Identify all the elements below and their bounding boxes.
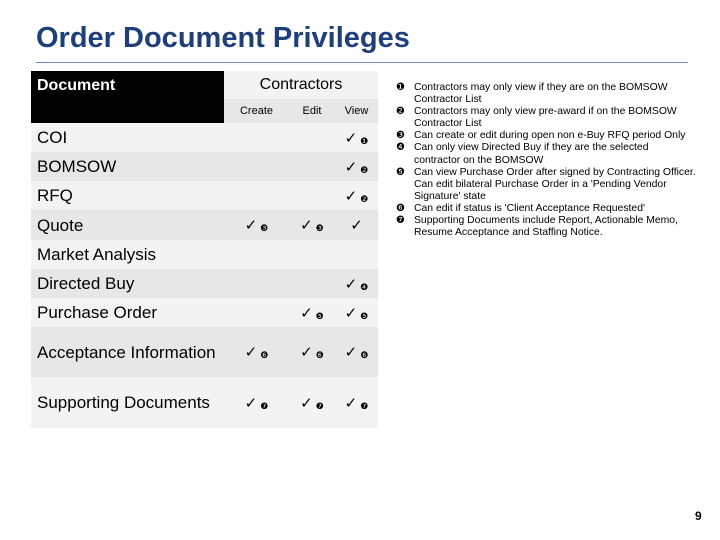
check-icon: ✓: [344, 157, 358, 176]
header-contractors: Contractors: [224, 71, 378, 99]
check-icon: ✓: [300, 303, 313, 322]
table-row: [31, 123, 378, 152]
check-icon: ✓: [300, 393, 313, 412]
row-label: Purchase Order: [31, 298, 224, 327]
create-check: ✓ ❼: [224, 377, 289, 428]
page-number: 9: [695, 509, 702, 523]
view-check: ✓ ❶: [335, 123, 378, 152]
page-title: Order Document Privileges: [36, 22, 410, 54]
check-icon: ✓: [300, 216, 313, 234]
note-number-icon: ❼: [396, 215, 405, 227]
note-number-icon: ❶: [396, 82, 405, 93]
edit-check: ✓ ❼: [289, 377, 335, 428]
note-number-icon: ❹: [396, 142, 405, 154]
check-icon: ✓: [344, 303, 358, 322]
check-icon: ✓: [344, 128, 358, 147]
list-item: ❻ Can edit if status is 'Client Acceptance Requested': [396, 202, 645, 214]
create-check: ✓ ❻: [224, 327, 289, 377]
check-icon: ✓: [344, 393, 358, 412]
row-label: RFQ: [31, 181, 224, 210]
row-label: Market Analysis: [31, 240, 224, 269]
list-item: ❶ Contractors may only view if they are on the BOMSOW Contractor List: [396, 82, 668, 106]
list-item: ❺ Can view Purchase Order after signed by Contracting Officer. Can edit bilateral Purchase Order in a 'Pending Vendor Signature' state: [396, 166, 696, 202]
check-icon: ✓: [344, 343, 358, 361]
check-icon: ✓: [344, 186, 358, 205]
row-label: Quote: [31, 210, 224, 240]
title-divider: [36, 62, 688, 63]
note-number-icon: ❷: [396, 106, 405, 118]
table-row: [31, 377, 378, 428]
header-document-spacer: [31, 99, 224, 123]
view-check: ✓ ❷: [335, 152, 378, 181]
edit-check: ✓ ❸: [289, 210, 335, 240]
table-row: [31, 240, 378, 269]
table-header-row: [31, 71, 378, 99]
header-document: Document: [31, 71, 224, 99]
view-check: ✓: [335, 210, 378, 240]
row-label: BOMSOW: [31, 152, 224, 181]
view-check: ✓ ❷: [335, 181, 378, 210]
list-item: ❸ Can create or edit during open non e-Buy RFQ period Only: [396, 130, 686, 142]
create-check: ✓ ❸: [224, 210, 289, 240]
header-edit: Edit: [289, 99, 335, 123]
check-icon: ✓: [244, 393, 258, 412]
edit-check: ✓ ❺: [289, 298, 335, 327]
view-check: ✓ ❺: [335, 298, 378, 327]
note-number-icon: ❻: [396, 202, 405, 214]
row-label: Directed Buy: [31, 269, 224, 298]
table-subheader-row: [31, 99, 378, 123]
row-label: COI: [31, 123, 224, 152]
view-check: ✓ ❻: [335, 327, 378, 377]
list-item: ❼ Supporting Documents include Report, Actionable Memo, Resume Acceptance and Staffing Notice.: [396, 215, 678, 239]
table-row: [31, 327, 378, 377]
check-icon: ✓: [244, 216, 258, 234]
row-label: Supporting Documents: [31, 377, 224, 428]
list-item: ❹ Can only view Directed Buy if they are the selected contractor on the BOMSOW: [396, 142, 649, 166]
check-icon: ✓: [344, 274, 358, 293]
check-icon: ✓: [300, 343, 313, 361]
edit-check: ✓ ❻: [289, 327, 335, 377]
header-view: View: [335, 99, 378, 123]
table-row: [31, 298, 378, 327]
view-check: ✓ ❼: [335, 377, 378, 428]
view-check: ✓ ❹: [335, 269, 378, 298]
note-number-icon: ❺: [396, 166, 405, 178]
check-icon: ✓: [244, 343, 258, 361]
table-row: [31, 269, 378, 298]
note-number-icon: ❸: [396, 130, 405, 142]
table-row: [31, 210, 378, 240]
table-row: [31, 181, 378, 210]
header-create: Create: [224, 99, 289, 123]
footnotes-list: [396, 82, 696, 239]
table-row: [31, 152, 378, 181]
row-label: Acceptance Information: [31, 327, 224, 377]
list-item: ❷ Contractors may only view pre-award if on the BOMSOW Contractor List: [396, 106, 677, 130]
